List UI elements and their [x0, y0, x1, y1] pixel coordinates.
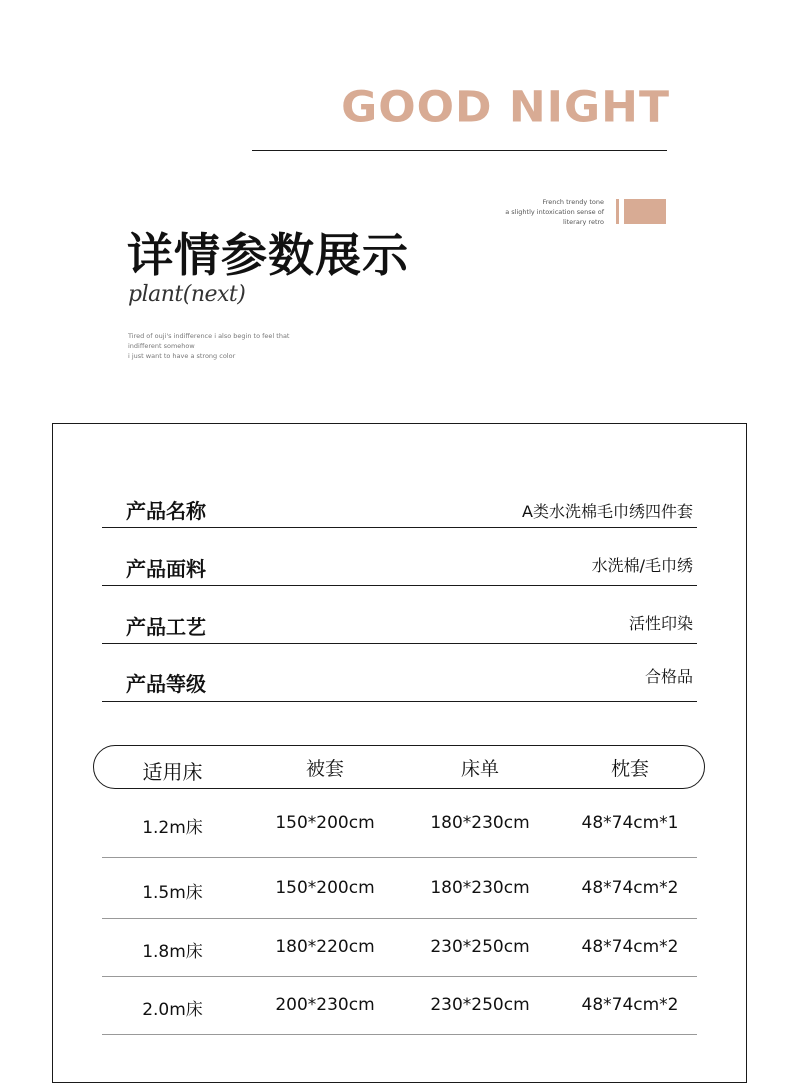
- script-logo-text: plant(next): [128, 282, 246, 307]
- table-cell: 200*230cm: [275, 995, 375, 1015]
- table-cell: 230*250cm: [430, 995, 530, 1015]
- row-divider: [102, 1034, 697, 1035]
- table-cell: 48*74cm*2: [581, 878, 679, 898]
- spec-divider: [102, 585, 697, 586]
- spec-divider: [102, 527, 697, 528]
- table-cell: 180*230cm: [430, 878, 530, 898]
- table-cell: 1.8m床: [142, 942, 203, 962]
- spec-label-grade: 产品等级: [126, 672, 206, 696]
- tagline-line: a slightly intoxication sense of: [505, 208, 604, 216]
- table-cell: 150*200cm: [275, 878, 375, 898]
- header-duvet: 被套: [305, 758, 344, 780]
- table-cell: 230*250cm: [430, 937, 530, 957]
- tagline-line: French trendy tone: [542, 198, 604, 206]
- table-cell: 180*220cm: [275, 937, 375, 957]
- brand-title: GOOD NIGHT: [341, 82, 670, 133]
- spec-value-craft: 活性印染: [628, 614, 693, 633]
- table-cell: 48*74cm*1: [581, 813, 679, 833]
- spec-divider: [102, 701, 697, 702]
- spec-label-craft: 产品工艺: [126, 615, 206, 639]
- spec-label-fabric: 产品面料: [126, 557, 206, 581]
- intro-line: indifferent somehow: [128, 342, 195, 350]
- row-divider: [102, 976, 697, 977]
- accent-block: [624, 199, 666, 224]
- spec-value-grade: 合格品: [644, 667, 693, 686]
- table-cell: 150*200cm: [275, 813, 375, 833]
- spec-value-name: A类水洗棉毛巾绣四件套: [522, 502, 693, 521]
- header-divider: [252, 150, 667, 151]
- accent-bar: [616, 199, 619, 224]
- table-cell: 180*230cm: [430, 813, 530, 833]
- table-cell: 2.0m床: [142, 1000, 203, 1020]
- table-cell: 1.2m床: [142, 818, 203, 838]
- table-cell: 48*74cm*2: [581, 937, 679, 957]
- row-divider: [102, 857, 697, 858]
- header-sheet: 床单: [460, 758, 499, 780]
- spec-value-fabric: 水洗棉/毛巾绣: [591, 556, 693, 575]
- header-pillowcase: 枕套: [610, 758, 649, 780]
- intro-line: Tired of ouji's indifference i also begin to feel that: [128, 332, 290, 340]
- table-cell: 48*74cm*2: [581, 995, 679, 1015]
- tagline: [440, 197, 604, 227]
- table-cell: 1.5m床: [142, 883, 203, 903]
- intro-line: i just want to have a strong color: [128, 352, 236, 360]
- row-divider: [102, 918, 697, 919]
- header-bed: 适用床: [142, 760, 203, 784]
- spec-divider: [102, 643, 697, 644]
- spec-label-name: 产品名称: [126, 499, 206, 523]
- page-title: 详情参数展示: [127, 228, 409, 282]
- tagline-line: literary retro: [563, 218, 604, 226]
- intro-text: [128, 331, 388, 361]
